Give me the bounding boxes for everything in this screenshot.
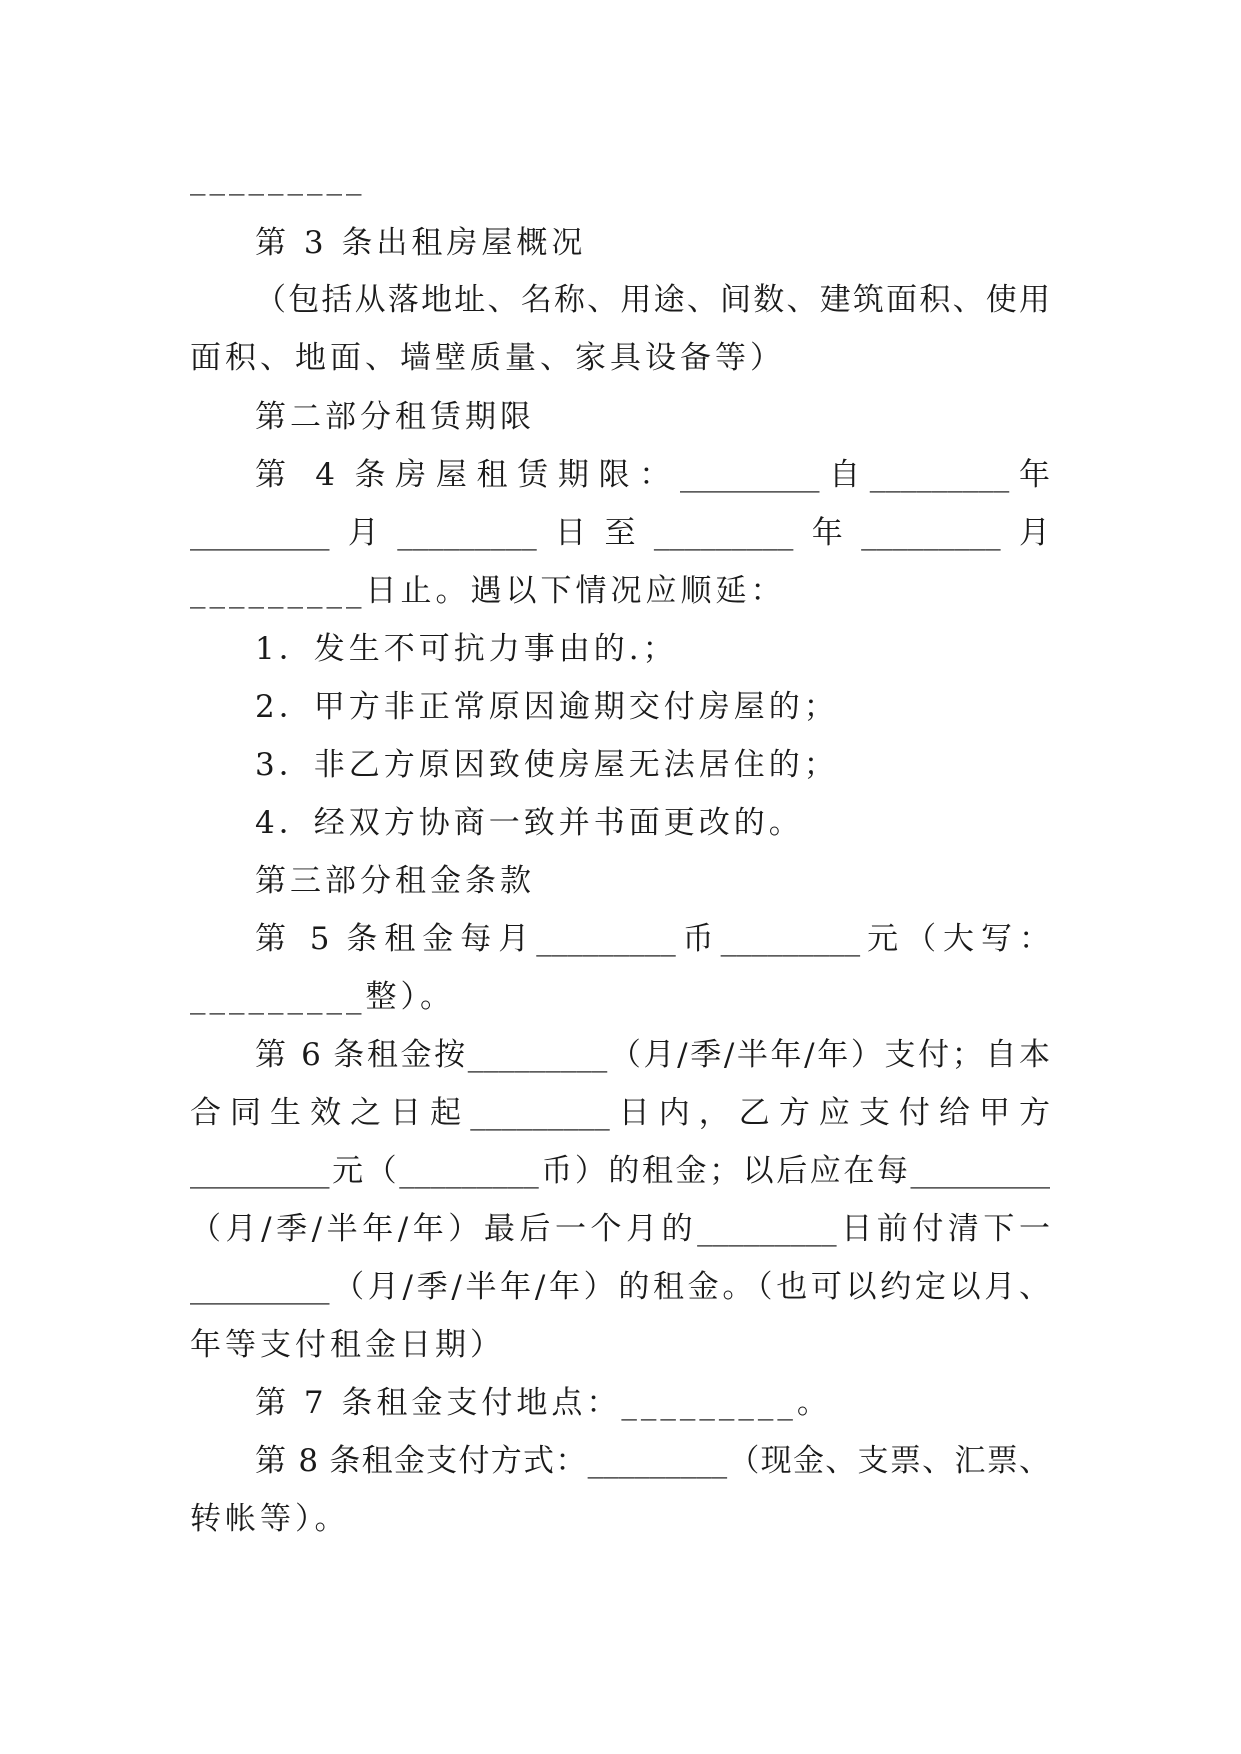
article-6-line-6: 年等支付租金日期） (190, 1327, 505, 1363)
article-4-line-2: _________月_________日至_________年_________月 (190, 515, 1050, 551)
list-item-3: 3．非乙方原因致使房屋无法居住的； (255, 747, 839, 783)
article-7: 第 7 条租金支付地点：_________。 (255, 1385, 832, 1421)
article-3-body-line-2: 面积、地面、墙壁质量、家具设备等） (190, 340, 785, 376)
article-3-body-line-1: （包括从落地址、名称、用途、间数、建筑面积、使用 (255, 282, 1050, 318)
article-8-line-2: 转帐等）。 (190, 1501, 350, 1537)
article-6-line-3: _________元（_________币）的租金；以后应在每_________ (190, 1153, 1050, 1189)
article-6-line-1: 第 6 条租金按_________（月/季/半年/年）支付；自本 (255, 1037, 1050, 1073)
list-item-1: 1．发生不可抗力事由的.； (255, 631, 678, 667)
article-4-line-3: _________日止。遇以下情况应顺延： (190, 573, 786, 609)
list-item-4: 4．经双方协商一致并书面更改的。 (255, 805, 804, 841)
article-6-line-4: （月/季/半年/年）最后一个月的_________日前付清下一 (190, 1211, 1050, 1247)
part-3-heading: 第三部分租金条款 (255, 863, 535, 899)
article-6-line-2: 合同生效之日起_________日内，乙方应支付给甲方 (190, 1095, 1050, 1131)
part-2-heading: 第二部分租赁期限 (255, 399, 535, 435)
blank-underline: _________ (190, 160, 366, 196)
article-5-line-1: 第 5 条租金每月_________币_________元（大写： (255, 921, 1050, 957)
article-3-heading: 第 3 条出租房屋概况 (255, 225, 587, 261)
article-4-line-1: 第 4 条房屋租赁期限：_________自_________年 (255, 457, 1050, 493)
list-item-2: 2．甲方非正常原因逾期交付房屋的； (255, 689, 839, 725)
article-5-line-2: _________整）。 (190, 979, 455, 1015)
article-6-line-5: _________（月/季/半年/年）的租金。（也可以约定以月、 (190, 1269, 1050, 1305)
article-8-line-1: 第 8 条租金支付方式：_________（现金、支票、汇票、 (255, 1443, 1050, 1479)
